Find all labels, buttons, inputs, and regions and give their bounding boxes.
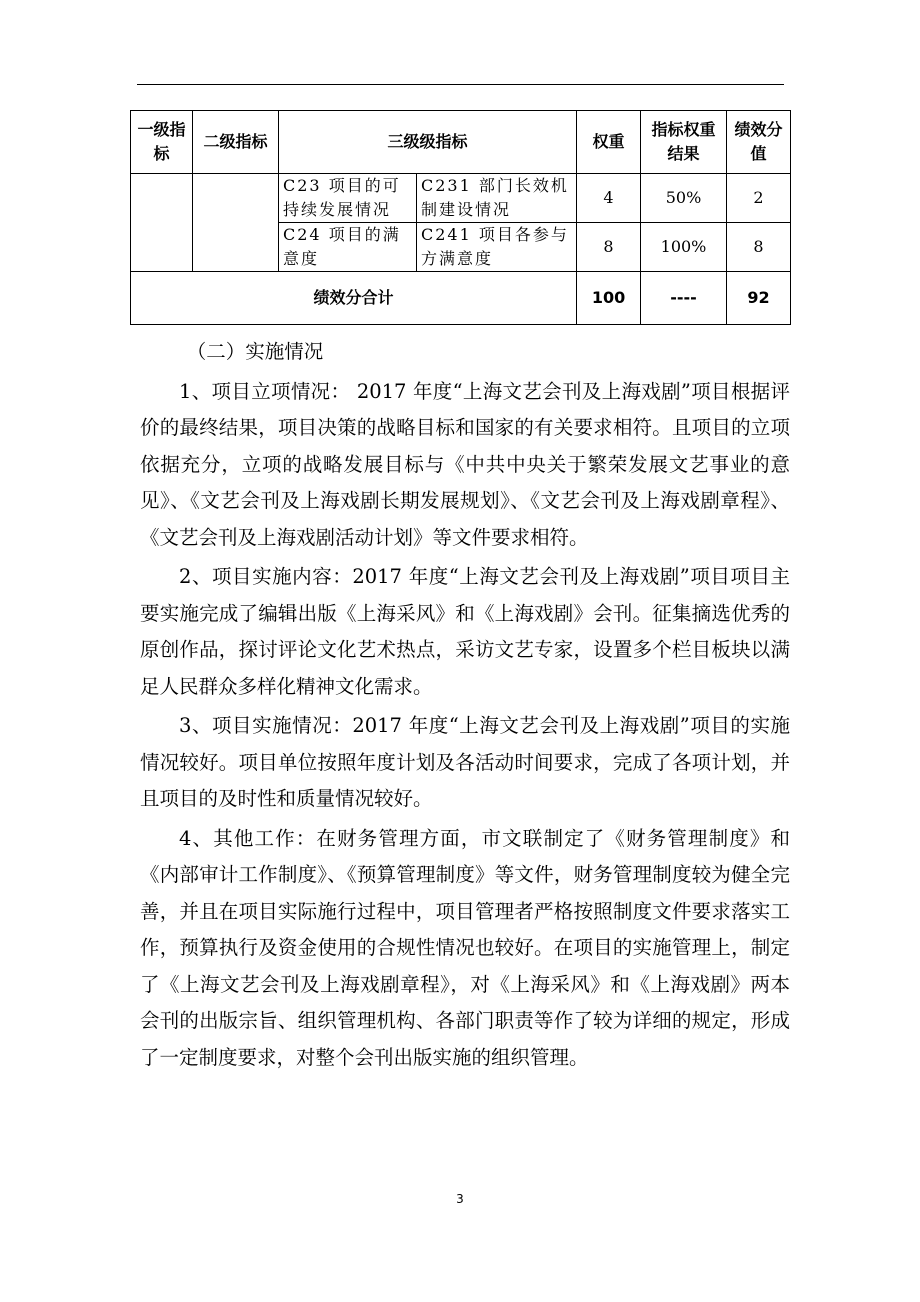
page-number: 3	[456, 1192, 464, 1206]
level3-indicator-b: C241 项目各参与方满意度	[417, 223, 577, 272]
weight-cell: 4	[577, 174, 641, 223]
body-text	[140, 334, 790, 1076]
table-row	[131, 174, 791, 223]
table-header-row	[131, 111, 791, 174]
total-result: ----	[641, 272, 727, 325]
paragraph-implementation-content: 2、项目实施内容：2017 年度“上海文艺会刊及上海戏剧”项目项目主要实施完成了编辑出版《上海采风》和《上海戏剧》会刊。征集摘选优秀的原创作品，探讨评论文化艺术热点，采访文艺专家，设置多个栏目板块以满足人民群众多样化精神文化需求。	[140, 565, 790, 698]
result-cell: 100%	[641, 223, 727, 272]
paragraph-project-approval: 1、项目立项情况： 2017 年度“上海文艺会刊及上海戏剧”项目根据评价的最终结果，项目决策的战略目标和国家的有关要求相符。且项目的立项依据充分，立项的战略发展目标与《中共中央关于繁荣发展文艺事业的意见》、《文艺会刊及上海戏剧长期发展规划》、《文艺会刊及上海戏剧章程》、《文艺会刊及上海戏剧活动计划》等文件要求相符。	[140, 379, 790, 549]
total-weight: 100	[577, 272, 641, 325]
level3-indicator-b: C231 部门长效机制建设情况	[417, 174, 577, 223]
paragraph-other-work: 4、其他工作：在财务管理方面，市文联制定了《财务管理制度》和《内部审计工作制度》、《预算管理制度》等文件，财务管理制度较为健全完善，并且在项目实际施行过程中，项目管理者严格按照制度文件要求落实工作，预算执行及资金使用的合规性情况也较好。在项目的实施管理上，制定了《上海文艺会刊及上海戏剧章程》，对《上海采风》和《上海戏剧》两本会刊的出版宗旨、组织管理机构、各部门职责等作了较为详细的规定，形成了一定制度要求，对整个会刊出版实施的组织管理。	[140, 826, 790, 1069]
level2-cell	[193, 174, 279, 272]
total-label: 绩效分合计	[131, 272, 577, 325]
total-score: 92	[727, 272, 791, 325]
header-weight-result: 指标权重结果	[641, 111, 727, 174]
header-level1: 一级指标	[131, 111, 193, 174]
header-level2: 二级指标	[193, 111, 279, 174]
header-score: 绩效分值	[727, 111, 791, 174]
score-cell: 2	[727, 174, 791, 223]
section-title: （二）实施情况	[186, 340, 324, 363]
score-cell: 8	[727, 223, 791, 272]
level3-indicator-a: C23 项目的可持续发展情况	[279, 174, 417, 223]
weight-cell: 8	[577, 223, 641, 272]
header-level3: 三级级指标	[279, 111, 577, 174]
performance-table	[130, 110, 791, 325]
header-weight: 权重	[577, 111, 641, 174]
table-total-row	[131, 272, 791, 325]
result-cell: 50%	[641, 174, 727, 223]
level3-indicator-a: C24 项目的满意度	[279, 223, 417, 272]
paragraph-implementation-status: 3、项目实施情况：2017 年度“上海文艺会刊及上海戏剧”项目的实施情况较好。项目单位按照年度计划及各活动时间要求，完成了各项计划，并且项目的及时性和质量情况较好。	[140, 714, 790, 810]
header-rule	[137, 84, 784, 85]
level1-cell	[131, 174, 193, 272]
